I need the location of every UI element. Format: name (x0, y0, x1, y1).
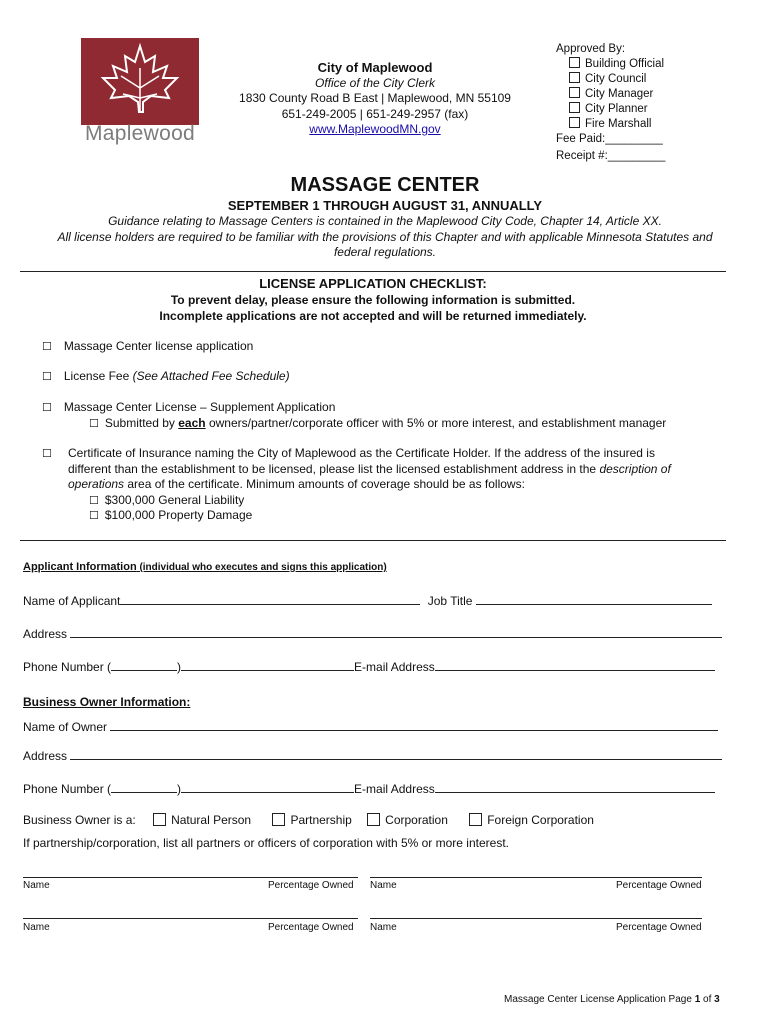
partner-line-2-left[interactable] (23, 918, 358, 919)
checklist-item-insurance: ☐ Certificate of Insurance naming the City of Maplewood as the Certificate Holder. If the address of the insured is different than the establishment to be licensed, please list the licensed establishment address in the description of operations area of the certificate. Minimum amounts of coverage should be as follows: ☐ $300,000 General Liability ☐ $100,000 Property Damage (42, 446, 671, 522)
checklist-subheading: To prevent delay, please ensure the following information is submitted. Incomplete applications are not accepted and will be returned immediately. (159, 293, 587, 323)
section-divider (20, 271, 726, 272)
approved-by-label: Approved By: (556, 43, 626, 55)
owner-type-row (23, 813, 725, 827)
owner-heading: Business Owner Information: (23, 695, 191, 709)
receipt-field[interactable]: Receipt #:_________ (556, 150, 666, 162)
maplewood-logo (81, 38, 199, 146)
owner-email-field[interactable] (435, 780, 715, 793)
partner-percentage-label: Percentage Owned (268, 922, 354, 933)
website-link[interactable]: www.MaplewoodMN.gov (309, 122, 441, 136)
applicant-name-field[interactable] (120, 592, 420, 605)
partner-name-label: Name (370, 922, 397, 933)
job-title-label: Job Title (427, 594, 473, 608)
approval-block (556, 42, 756, 164)
partner-line-1-left[interactable] (23, 877, 358, 878)
partners-note: If partnership/corporation, list all partners or officers of corporation with 5% or more interest. (23, 836, 509, 850)
city-phone: 651-249-2005 | 651-249-2957 (fax) (281, 106, 469, 121)
logo-wordmark: Maplewood (84, 122, 196, 145)
checklist-item-fee: ☐ License Fee (See Attached Fee Schedule) (42, 369, 290, 383)
page-number: 1 (694, 994, 701, 1005)
guidance-text: Guidance relating to Massage Centers is contained in the Maplewood City Code, Chapter 14, Article XX. All license holders are required to be familiar with the provisions of this Chapter and with applicable Minnesota Statutes and federal regulations. (57, 214, 713, 259)
owner-name-field[interactable] (110, 718, 718, 731)
owner-address-field[interactable] (70, 747, 722, 760)
approval-building-official: Building Official (569, 57, 756, 72)
partner-name-label: Name (23, 922, 50, 933)
applicant-phone-row: Phone Number ( ) E-mail Address (23, 658, 725, 674)
owner-name-label: Name of Owner (23, 720, 108, 734)
checkbox[interactable] (569, 87, 580, 98)
applicant-email-field[interactable] (435, 658, 715, 671)
partner-line-2-right[interactable] (370, 918, 702, 919)
checkbox[interactable] (272, 813, 285, 826)
checkbox-icon[interactable]: ☐ (89, 493, 99, 507)
partner-name-label: Name (370, 880, 397, 891)
owner-name-row (23, 718, 725, 734)
applicant-heading: Applicant Information (individual who executes and signs this application) (23, 561, 387, 573)
owner-address-label: Address (23, 749, 68, 763)
page-total: 3 (714, 994, 720, 1005)
checkbox[interactable] (569, 72, 580, 83)
owner-phone-label: Phone Number ( (23, 782, 112, 796)
document-title: MASSAGE CENTER (290, 174, 480, 196)
city-header (210, 60, 540, 138)
checkbox[interactable] (569, 117, 580, 128)
license-period: SEPTEMBER 1 THROUGH AUGUST 31, ANNUALLY (227, 198, 543, 213)
checkbox[interactable] (367, 813, 380, 826)
section-divider (20, 540, 726, 541)
approval-city-manager: City Manager (569, 87, 756, 102)
partner-line-1-right[interactable] (370, 877, 702, 878)
checkbox-icon[interactable]: ☐ (42, 340, 52, 353)
owner-address-row (23, 747, 725, 763)
owner-type-partnership[interactable]: Partnership (272, 813, 351, 827)
applicant-address-label: Address (23, 627, 68, 641)
checkbox-icon[interactable]: ☐ (42, 401, 52, 414)
checkbox[interactable] (569, 57, 580, 68)
approval-city-planner: City Planner (569, 102, 756, 117)
owner-type-foreign-corporation[interactable]: Foreign Corporation (469, 813, 594, 827)
checkbox[interactable] (569, 102, 580, 113)
checkbox[interactable] (469, 813, 482, 826)
office-name: Office of the City Clerk (314, 75, 436, 90)
owner-email-label: E-mail Address (354, 782, 435, 796)
job-title-field[interactable] (476, 592, 712, 605)
approval-fire-marshall: Fire Marshall (569, 117, 756, 132)
city-address: 1830 County Road B East | Maplewood, MN 55109 (239, 91, 511, 105)
applicant-area-code-field[interactable] (111, 658, 177, 671)
approval-city-council: City Council (569, 72, 756, 87)
partner-name-label: Name (23, 880, 50, 891)
checklist-item-application: ☐ Massage Center license application (42, 339, 254, 353)
partner-percentage-label: Percentage Owned (268, 880, 354, 891)
applicant-phone-field[interactable] (181, 658, 354, 671)
applicant-name-label: Name of Applicant (23, 594, 121, 608)
applicant-address-field[interactable] (70, 625, 722, 638)
checkbox-icon[interactable]: ☐ (42, 370, 52, 383)
owner-type-natural-person[interactable]: Natural Person (153, 813, 251, 827)
owner-type-label: Business Owner is a: (23, 813, 136, 827)
owner-phone-row: Phone Number ( ) E-mail Address (23, 780, 725, 796)
applicant-address-row (23, 625, 725, 641)
page-footer: Massage Center License Application Page 1 of 3 (504, 994, 720, 1005)
checkbox[interactable] (153, 813, 166, 826)
checkbox-icon[interactable]: ☐ (89, 416, 99, 430)
checkbox-icon[interactable]: ☐ (42, 447, 52, 460)
owner-area-code-field[interactable] (111, 780, 177, 793)
applicant-phone-label: Phone Number ( (23, 660, 112, 674)
partner-percentage-label: Percentage Owned (616, 880, 702, 891)
fee-paid-field[interactable]: Fee Paid:_________ (556, 133, 663, 145)
checklist-item-supplement: ☐ Massage Center License – Supplement Application ☐ Submitted by each owners/partner/corporate officer with 5% or more interest, and establishment manager (42, 400, 667, 430)
owner-phone-field[interactable] (181, 780, 354, 793)
owner-type-corporation[interactable]: Corporation (367, 813, 448, 827)
checklist-heading: LICENSE APPLICATION CHECKLIST: (259, 276, 487, 291)
checkbox-icon[interactable]: ☐ (89, 509, 99, 522)
applicant-name-row (23, 592, 723, 608)
applicant-email-label: E-mail Address (354, 660, 435, 674)
city-name: City of Maplewood (317, 60, 433, 75)
partner-percentage-label: Percentage Owned (616, 922, 702, 933)
